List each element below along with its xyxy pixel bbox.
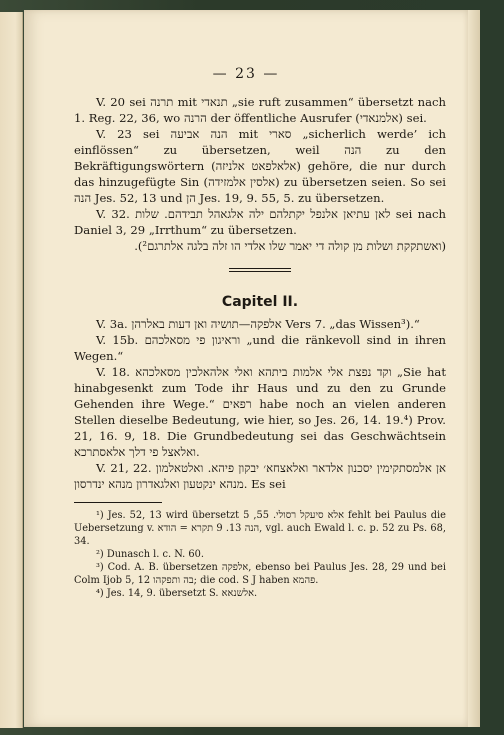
paragraph-v23: V. 23 sei הנה אביעה mit סארי „sicherlich werde’ ich einflössen“ zu übersetzen, weil הנה zu den Bekräftigungswörtern (אלאלפאט אלניזה) gehöre, die nur durch das hinzugefügte Sin (אלסין אלמזידה) zu übersetzen seien. So sei הנה Jes. 52, 13 und הן Jes. 19, 9. 55, 5. zu übersetzen. [74,127,447,205]
paragraph-v21: V. 21, 22. אן אלמסתקימין יסכנון אלדאר ואלאצחא׳ יבקון פיהא. ואלטאלמון מנהא ינקטעון ואלגאדרון מנהא ינדרסון. Es sei [74,461,446,491]
book-page [24,10,468,727]
paragraph-v18: V. 18. וקד נפצת אלי אלמות ביתהא ואלי אלהאלכין מסאלכהא „Sie hat hinabgesenkt zum Tode ihr Haus und zu den zu Grunde Gehenden ihre Wege.“ רפאים habe noch an vielen anderen Stellen dieselbe Bedeutung, wie hier, so Jes. 26, 14. 19.⁴) Prov. 21, 16. 9, 18. Die Grundbedeutung sei das Geschwächtsein ואלאצל פי דלך אלאסתרכא. [74,365,447,459]
left-page-edge [0,12,23,728]
footnote-1: ¹) Jes. 52, 13 wird übersetzt אלא סיעקל רסולי. 55, 5 fehlt bei Paulus die Uebersetzung v. הנה 13. 9 תקרא = הודא, vgl. auch Ewald l. c. p. 52 zu Ps. 68, 34. [74,510,446,547]
footnote-rule [74,502,162,503]
page-edge [468,10,480,727]
chapter-title: Capitel II. [221,294,299,310]
paragraph-v20: V. 20 sei תרנה mit תנאדי „sie ruft zusammen“ übersetzt nach 1. Reg. 22, 36, wo הרנה der öffentliche Ausrufer (אלמנאדי) sei. [74,95,447,125]
paragraph-hebrew-quote: (ואשתקקת ושלות מן קולה די יאמר שלו אלדי הו זלה בלגה אלתרגם²). [134,239,446,253]
page-body [74,94,446,600]
footnote-3: ³) Cod. A. B. übersetzen אלפקה, ebenso bei Paulus Jes. 28, 29 und bei Colm Ijob 5, 12 בה ותפקהו; die cod. S J haben פהמא. [74,562,446,586]
page-number: — 23 — [212,66,280,82]
section-divider [74,254,446,290]
paragraph-v3a: V. 3a. אלפקה—תושיה ואן דעות באלרהן Vers 7. „das Wissen³).“ [96,317,420,331]
footnote-4: ⁴) Jes. 14, 9. übersetzt S. אלשנאא. [96,588,258,599]
paragraph-v15b: V. 15b. וראיגון פי מסאלכהם „und die ränkevoll sind in ihren Wegen.“ [74,333,447,363]
paragraph-v32: V. 32. לאן עתיאן אלנפל יקתלהם ילה אלגאהל תבידהם. שלות sei nach Daniel 3, 29 „Irrthum“ zu übersetzen. [74,207,446,237]
footnote-2: ²) Dunasch l. c. N. 60. [96,549,204,560]
